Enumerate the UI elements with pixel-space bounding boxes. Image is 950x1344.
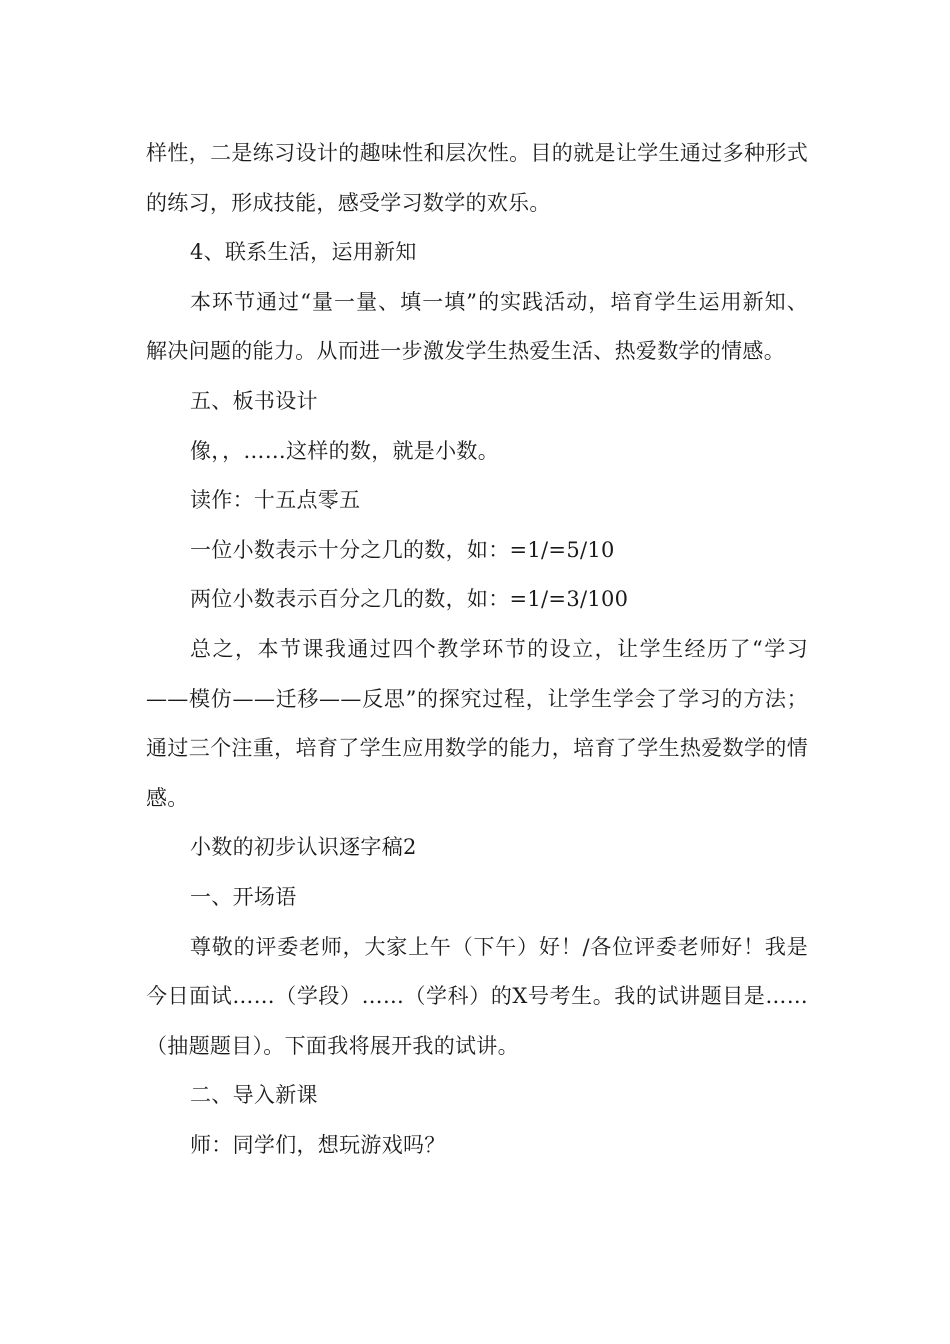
document-body bbox=[146, 129, 808, 1170]
paragraph: 像，，……这样的数，就是小数。 bbox=[190, 438, 499, 463]
paragraph: 尊敬的评委老师，大家上午（下午）好！/各位评委老师好！我是今日面试……（学段）……（学科）的X号考生。我的试讲题目是……（抽题题目）。下面我将展开我的试讲。 bbox=[146, 934, 808, 1058]
paragraph: 师：同学们，想玩游戏吗？ bbox=[190, 1132, 446, 1157]
section-heading: 五、板书设计 bbox=[190, 388, 318, 413]
paragraph: 两位小数表示百分之几的数，如：=1/=3/100 bbox=[190, 587, 629, 612]
paragraph: 读作：十五点零五 bbox=[190, 488, 361, 513]
paragraph: 总之，本节课我通过四个教学环节的设立，让学生经历了“学习——模仿——迁移——反思”的探究过程，让学生学会了学习的方法；通过三个注重，培育了学生应用数学的能力，培育了学生热爱数学的情感。 bbox=[146, 636, 808, 810]
section-heading: 4、联系生活，运用新知 bbox=[190, 240, 417, 265]
document-title: 小数的初步认识逐字稿2 bbox=[190, 835, 417, 860]
paragraph: 本环节通过“量一量、填一填”的实践活动，培育学生运用新知、解决问题的能力。从而进一步激发学生热爱生活、热爱数学的情感。 bbox=[146, 289, 808, 364]
paragraph: 一位小数表示十分之几的数，如：=1/=5/10 bbox=[190, 537, 615, 562]
paragraph-continuation: 样性，二是练习设计的趣味性和层次性。目的就是让学生通过多种形式的练习，形成技能，感受学习数学的欢乐。 bbox=[146, 141, 808, 215]
section-heading: 一、开场语 bbox=[190, 884, 297, 909]
section-heading: 二、导入新课 bbox=[190, 1083, 318, 1108]
